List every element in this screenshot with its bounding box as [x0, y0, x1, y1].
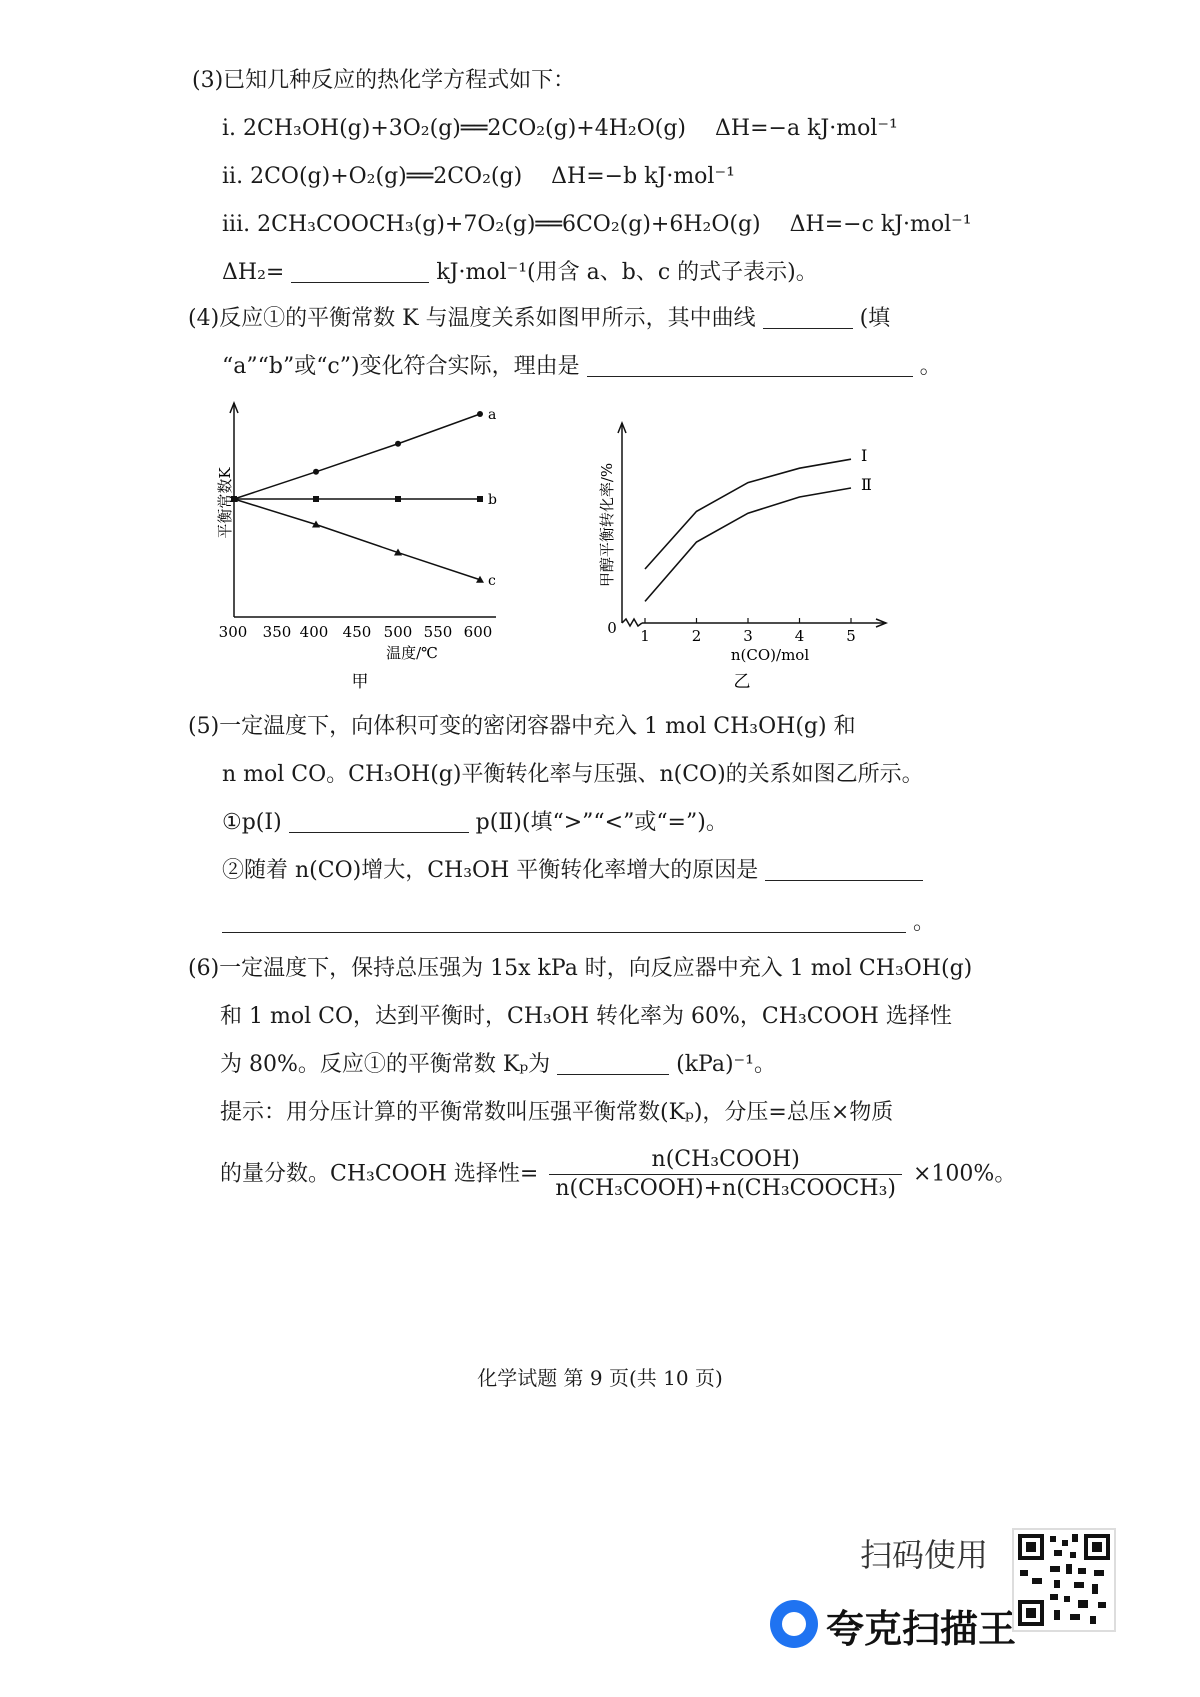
quark-logo-icon [770, 1600, 818, 1648]
answer-blank-reason-2b[interactable] [222, 910, 906, 933]
data-point-a [395, 441, 401, 447]
answer-blank-pressure[interactable] [289, 810, 469, 833]
series-line-a [234, 414, 480, 499]
q3-ask [222, 258, 818, 288]
q6-line1: (6)一定温度下，保持总压强为 15x kPa 时，向反应器中充入 1 mol CH₃OH(g) [188, 956, 973, 981]
q6-line3-prefix: 为 80%。反应①的平衡常数 Kₚ为 [220, 1052, 551, 1077]
chart-jia-x-tick-label: 450 [342, 623, 372, 641]
chart-yi-origin-label: 0 [607, 619, 617, 637]
q5-sub2-cont [222, 908, 935, 938]
equation-i [222, 114, 898, 144]
series-label-a: a [488, 407, 497, 423]
q6-hint2 [220, 1146, 1016, 1203]
data-point-b [395, 496, 401, 502]
chart-jia-caption: 甲 [351, 672, 369, 692]
q6-line3-suffix: (kPa)⁻¹。 [676, 1052, 776, 1077]
q3-intro: (3)已知几种反应的热化学方程式如下： [192, 68, 576, 93]
equation-i-label: i. [222, 116, 237, 141]
chart-jia-xlabel: 温度/℃ [386, 644, 438, 662]
series-label-Ⅰ: Ⅰ [861, 446, 868, 466]
q5-sub2-prefix: ②随着 n(CO)增大，CH₃OH 平衡转化率增大的原因是 [222, 858, 759, 883]
selectivity-fraction [549, 1146, 902, 1203]
chart-jia [200, 395, 530, 705]
fraction-denominator: n(CH₃COOH)+n(CH₃COOCH₃) [555, 1176, 896, 1201]
chart-jia-x-tick-label: 500 [383, 623, 413, 641]
q4-line1-suffix: (填 [859, 306, 891, 331]
answer-blank-reason-2a[interactable] [765, 858, 923, 881]
chart-jia-x-tick-label: 550 [423, 623, 453, 641]
answer-blank-dh2[interactable] [291, 260, 429, 283]
chart-yi-caption: 乙 [733, 672, 751, 692]
q4-line1 [188, 304, 890, 334]
q4-line1-prefix: (4)反应①的平衡常数 K 与温度关系如图甲所示，其中曲线 [188, 306, 756, 331]
equation-iii-formula: 2CH₃COOCH₃(g)+7O₂(g)══6CO₂(g)+6H₂O(g) [257, 212, 761, 237]
q5-sub2 [222, 856, 923, 886]
q6-hint1: 提示：用分压计算的平衡常数叫压强平衡常数(Kₚ)，分压=总压×物质 [220, 1100, 894, 1125]
q4-line2-prefix: “a”“b”或“c”)变化符合实际，理由是 [222, 354, 580, 379]
data-point-b [313, 496, 319, 502]
equation-iii [222, 210, 972, 240]
scan-to-use-text: 扫码使用 [860, 1536, 989, 1574]
chart-jia-plot [230, 407, 497, 589]
chart-yi-axes [618, 423, 886, 627]
series-label-Ⅱ: Ⅱ [861, 475, 872, 494]
chart-jia-ticks [219, 623, 493, 641]
chart-yi-x-tick-label: 5 [846, 627, 856, 645]
q3-ask-suffix: kJ·mol⁻¹(用含 a、b、c 的式子表示)。 [436, 260, 818, 285]
equation-ii-label: ii. [222, 164, 244, 189]
data-point-a [313, 469, 319, 475]
chart-jia-x-tick-label: 400 [299, 623, 329, 641]
equation-ii-dh: ΔH=−b kJ·mol⁻¹ [551, 164, 735, 189]
chart-yi-x-tick-label: 3 [743, 627, 753, 645]
equation-ii-formula: 2CO(g)+O₂(g)══2CO₂(g) [250, 164, 523, 189]
equation-ii [222, 162, 735, 192]
series-label-b: b [488, 492, 497, 508]
fraction-numerator: n(CH₃COOH) [549, 1146, 902, 1175]
answer-blank-reason[interactable] [587, 354, 913, 377]
chart-yi-x-tick-label: 1 [640, 627, 650, 645]
chart-yi-ylabel: 甲醇平衡转化率/% [598, 462, 616, 588]
q5-line1: (5)一定温度下，向体积可变的密闭容器中充入 1 mol CH₃OH(g) 和 [188, 714, 856, 739]
chart-yi-x-tick-label: 2 [691, 627, 702, 645]
chart-yi [586, 415, 906, 705]
answer-blank-kp[interactable] [557, 1052, 669, 1075]
q5-sub1-prefix: ①p(Ⅰ) [222, 810, 282, 835]
chart-yi-plot [645, 446, 872, 601]
q3-ask-prefix: ΔH₂= [222, 260, 285, 285]
data-point-a [477, 411, 483, 417]
equation-i-formula: 2CH₃OH(g)+3O₂(g)══2CO₂(g)+4H₂O(g) [243, 116, 687, 141]
chart-jia-x-tick-label: 600 [463, 623, 493, 641]
equation-i-dh: ΔH=−a kJ·mol⁻¹ [715, 116, 898, 141]
chart-yi-xlabel: n(CO)/mol [730, 646, 810, 664]
q5-line2: n mol CO。CH₃OH(g)平衡转化率与压强、n(CO)的关系如图乙所示。 [222, 762, 924, 787]
series-line-c [234, 499, 480, 580]
page-footer: 化学试题 第 9 页(共 10 页) [477, 1366, 723, 1390]
equation-iii-dh: ΔH=−c kJ·mol⁻¹ [789, 212, 972, 237]
q5-sub2-end: 。 [913, 910, 936, 935]
chart-jia-x-tick-label: 350 [262, 623, 292, 641]
series-label-c: c [488, 572, 496, 589]
q6-hint2-suffix: ×100%。 [912, 1161, 1017, 1187]
q4-line2 [222, 352, 942, 382]
q6-hint2-prefix: 的量分数。CH₃COOH 选择性= [220, 1161, 539, 1187]
brand-name: 夸克扫描王 [826, 1607, 1017, 1651]
qr-code-icon[interactable] [1012, 1528, 1116, 1632]
q6-line3 [220, 1050, 776, 1080]
answer-blank-curve[interactable] [763, 306, 853, 329]
q5-sub1-suffix: p(Ⅱ)(填“>”“<”或“=”)。 [475, 810, 728, 835]
chart-jia-x-tick-label: 300 [218, 623, 248, 641]
chart-yi-axis-break [622, 619, 642, 626]
q4-line2-suffix: 。 [919, 354, 942, 379]
series-line-Ⅱ [645, 488, 851, 601]
chart-jia-ylabel: 平衡常数K [216, 467, 234, 539]
q6-line2: 和 1 mol CO，达到平衡时，CH₃OH 转化率为 60%，CH₃COOH 选择性 [220, 1004, 952, 1029]
chart-yi-ticks [640, 618, 856, 645]
equation-iii-label: iii. [222, 212, 251, 237]
q5-sub1 [222, 808, 728, 838]
data-point-b [477, 496, 483, 502]
chart-yi-x-tick-label: 4 [794, 627, 805, 645]
